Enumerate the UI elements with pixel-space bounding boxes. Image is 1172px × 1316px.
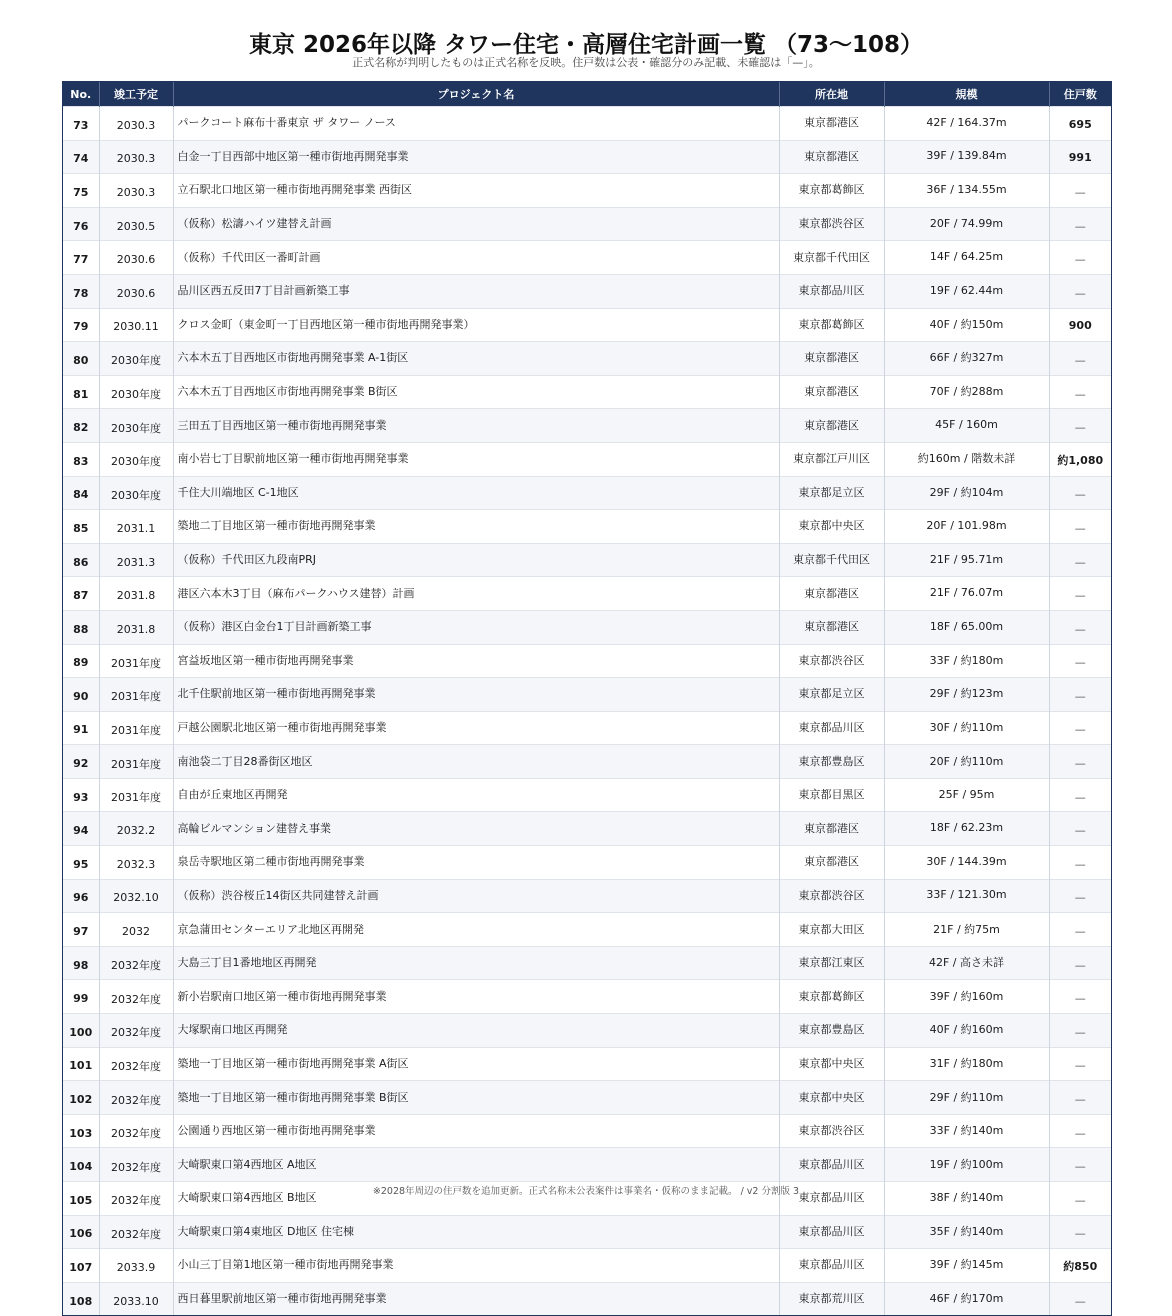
row-no: 97 (63, 913, 99, 947)
row-completion: 2032年度 (99, 1182, 173, 1216)
project-table (63, 82, 1111, 1315)
row-completion: 2030.5 (99, 207, 173, 241)
row-scale: 33F / 121.30m (884, 879, 1049, 913)
table-row (63, 1215, 1111, 1249)
row-location: 東京都品川区 (779, 1182, 884, 1216)
row-scale: 18F / 65.00m (884, 610, 1049, 644)
row-no: 80 (63, 342, 99, 376)
row-no: 100 (63, 1014, 99, 1048)
row-project-name: パークコート麻布十番東京 ザ タワー ノース (173, 107, 779, 141)
table-row (63, 745, 1111, 779)
row-no: 92 (63, 745, 99, 779)
row-project-name: 白金一丁目西部中地区第一種市街地再開発事業 (173, 140, 779, 174)
row-project-name: 六本木五丁目西地区市街地再開発事業 A-1街区 (173, 342, 779, 376)
row-completion: 2031年度 (99, 778, 173, 812)
row-completion: 2030.6 (99, 274, 173, 308)
row-units: — (1049, 1182, 1111, 1216)
row-location: 東京都葛飾区 (779, 174, 884, 208)
row-location: 東京都江戸川区 (779, 442, 884, 476)
row-project-name: クロス金町（東金町一丁目西地区第一種市街地再開発事業） (173, 308, 779, 342)
table-row (63, 1114, 1111, 1148)
table-header-row (63, 82, 1111, 107)
row-units: — (1049, 711, 1111, 745)
row-project-name: 大崎駅東口第4西地区 B地区 (173, 1182, 779, 1216)
row-scale: 30F / 144.39m (884, 846, 1049, 880)
row-location: 東京都千代田区 (779, 543, 884, 577)
row-no: 105 (63, 1182, 99, 1216)
row-units: — (1049, 846, 1111, 880)
row-units: — (1049, 1215, 1111, 1249)
row-completion: 2031.8 (99, 577, 173, 611)
header-scale: 規模 (884, 82, 1049, 107)
footer-note: ※2028年周辺の住戸数を追加更新。正式名称未公表案件は事業名・仮称のまま記載。 / v2 分割版 3 (372, 1186, 800, 1197)
row-units: — (1049, 207, 1111, 241)
row-completion: 2030年度 (99, 442, 173, 476)
row-completion: 2032年度 (99, 1215, 173, 1249)
row-completion: 2030.11 (99, 308, 173, 342)
row-project-name: 築地一丁目地区第一種市街地再開発事業 A街区 (173, 1047, 779, 1081)
row-units: — (1049, 577, 1111, 611)
row-scale: 31F / 約180m (884, 1047, 1049, 1081)
row-scale: 20F / 101.98m (884, 510, 1049, 544)
row-completion: 2032年度 (99, 1081, 173, 1115)
row-project-name: 大崎駅東口第4東地区 D地区 住宅棟 (173, 1215, 779, 1249)
row-no: 76 (63, 207, 99, 241)
page-title: 東京 2026年以降 タワー住宅・高層住宅計画一覧 （73〜108） (248, 32, 924, 58)
row-no: 89 (63, 644, 99, 678)
row-no: 106 (63, 1215, 99, 1249)
row-scale: 36F / 134.55m (884, 174, 1049, 208)
row-scale: 33F / 約180m (884, 644, 1049, 678)
row-no: 93 (63, 778, 99, 812)
table-row (63, 812, 1111, 846)
table-row (63, 577, 1111, 611)
row-location: 東京都中央区 (779, 1081, 884, 1115)
row-scale: 38F / 約140m (884, 1182, 1049, 1216)
row-project-name: 大島三丁目1番地地区再開発 (173, 946, 779, 980)
table-row (63, 1014, 1111, 1048)
row-completion: 2030年度 (99, 476, 173, 510)
table-row (63, 375, 1111, 409)
row-location: 東京都中央区 (779, 510, 884, 544)
row-units: — (1049, 610, 1111, 644)
table-row (63, 846, 1111, 880)
row-scale: 39F / 139.84m (884, 140, 1049, 174)
table-row (63, 711, 1111, 745)
row-location: 東京都品川区 (779, 711, 884, 745)
table-row (63, 980, 1111, 1014)
row-project-name: 南小岩七丁目駅前地区第一種市街地再開発事業 (173, 442, 779, 476)
row-scale: 70F / 約288m (884, 375, 1049, 409)
row-project-name: （仮称）千代田区一番町計画 (173, 241, 779, 275)
row-units: — (1049, 543, 1111, 577)
row-no: 74 (63, 140, 99, 174)
row-units: — (1049, 644, 1111, 678)
row-scale: 40F / 約160m (884, 1014, 1049, 1048)
row-scale: 20F / 74.99m (884, 207, 1049, 241)
row-units: — (1049, 1148, 1111, 1182)
row-location: 東京都港区 (779, 812, 884, 846)
row-completion: 2032年度 (99, 1114, 173, 1148)
table-row (63, 778, 1111, 812)
table-row (63, 476, 1111, 510)
row-completion: 2031.8 (99, 610, 173, 644)
row-project-name: （仮称）港区白金台1丁目計画新築工事 (173, 610, 779, 644)
row-scale: 46F / 約170m (884, 1282, 1049, 1315)
row-scale: 21F / 約75m (884, 913, 1049, 947)
row-no: 102 (63, 1081, 99, 1115)
row-no: 73 (63, 107, 99, 141)
row-no: 95 (63, 846, 99, 880)
table-row (63, 274, 1111, 308)
row-units: — (1049, 476, 1111, 510)
row-location: 東京都足立区 (779, 678, 884, 712)
row-units: — (1049, 1047, 1111, 1081)
row-location: 東京都渋谷区 (779, 1114, 884, 1148)
row-units: — (1049, 375, 1111, 409)
row-no: 87 (63, 577, 99, 611)
row-location: 東京都港区 (779, 577, 884, 611)
row-scale: 42F / 164.37m (884, 107, 1049, 141)
table-row (63, 644, 1111, 678)
row-scale: 35F / 約140m (884, 1215, 1049, 1249)
row-location: 東京都渋谷区 (779, 207, 884, 241)
header-project-name: プロジェクト名 (173, 82, 779, 107)
row-completion: 2032年度 (99, 1047, 173, 1081)
row-no: 101 (63, 1047, 99, 1081)
row-no: 86 (63, 543, 99, 577)
row-completion: 2033.10 (99, 1282, 173, 1315)
row-completion: 2030年度 (99, 375, 173, 409)
row-units: 約850 (1049, 1249, 1111, 1283)
row-completion: 2030.3 (99, 107, 173, 141)
row-project-name: 小山三丁目第1地区第一種市街地再開発事業 (173, 1249, 779, 1283)
row-project-name: 品川区西五反田7丁目計画新築工事 (173, 274, 779, 308)
row-completion: 2032年度 (99, 946, 173, 980)
row-location: 東京都千代田区 (779, 241, 884, 275)
table-row (63, 308, 1111, 342)
project-table-container (62, 81, 1112, 1316)
row-units: — (1049, 778, 1111, 812)
table-row (63, 678, 1111, 712)
row-project-name: 築地一丁目地区第一種市街地再開発事業 B街区 (173, 1081, 779, 1115)
row-scale: 19F / 62.44m (884, 274, 1049, 308)
row-scale: 39F / 約145m (884, 1249, 1049, 1283)
row-scale: 45F / 160m (884, 409, 1049, 443)
row-units: — (1049, 1114, 1111, 1148)
row-location: 東京都葛飾区 (779, 308, 884, 342)
row-location: 東京都品川区 (779, 274, 884, 308)
row-units: — (1049, 1282, 1111, 1315)
row-no: 77 (63, 241, 99, 275)
row-no: 75 (63, 174, 99, 208)
row-completion: 2031年度 (99, 711, 173, 745)
row-completion: 2031年度 (99, 644, 173, 678)
row-location: 東京都大田区 (779, 913, 884, 947)
row-no: 104 (63, 1148, 99, 1182)
header-units: 住戸数 (1049, 82, 1111, 107)
table-row (63, 946, 1111, 980)
table-row (63, 174, 1111, 208)
row-location: 東京都葛飾区 (779, 980, 884, 1014)
row-units: — (1049, 510, 1111, 544)
row-no: 108 (63, 1282, 99, 1315)
row-completion: 2030.6 (99, 241, 173, 275)
row-project-name: 港区六本木3丁目（麻布パークハウス建替）計画 (173, 577, 779, 611)
row-units: — (1049, 913, 1111, 947)
table-row (63, 409, 1111, 443)
row-no: 88 (63, 610, 99, 644)
row-units: — (1049, 342, 1111, 376)
row-project-name: 自由が丘東地区再開発 (173, 778, 779, 812)
table-row (63, 510, 1111, 544)
row-completion: 2032 (99, 913, 173, 947)
row-no: 103 (63, 1114, 99, 1148)
header-no: No. (63, 82, 99, 107)
row-no: 98 (63, 946, 99, 980)
row-project-name: 戸越公園駅北地区第一種市街地再開発事業 (173, 711, 779, 745)
row-units: — (1049, 745, 1111, 779)
row-location: 東京都渋谷区 (779, 879, 884, 913)
row-completion: 2030年度 (99, 342, 173, 376)
row-project-name: 西日暮里駅前地区第一種市街地再開発事業 (173, 1282, 779, 1315)
row-location: 東京都港区 (779, 140, 884, 174)
row-units: — (1049, 409, 1111, 443)
row-completion: 2032.2 (99, 812, 173, 846)
row-scale: 29F / 約110m (884, 1081, 1049, 1115)
row-no: 84 (63, 476, 99, 510)
row-location: 東京都港区 (779, 107, 884, 141)
row-units: — (1049, 241, 1111, 275)
table-row (63, 241, 1111, 275)
row-scale: 25F / 95m (884, 778, 1049, 812)
row-project-name: 新小岩駅南口地区第一種市街地再開発事業 (173, 980, 779, 1014)
table-row (63, 140, 1111, 174)
row-completion: 2033.9 (99, 1249, 173, 1283)
row-project-name: 公園通り西地区第一種市街地再開発事業 (173, 1114, 779, 1148)
row-project-name: 京急蒲田センターエリア北地区再開発 (173, 913, 779, 947)
row-project-name: 大塚駅南口地区再開発 (173, 1014, 779, 1048)
row-no: 79 (63, 308, 99, 342)
row-project-name: 高輪ビルマンション建替え事業 (173, 812, 779, 846)
row-project-name: 立石駅北口地区第一種市街地再開発事業 西街区 (173, 174, 779, 208)
row-scale: 30F / 約110m (884, 711, 1049, 745)
row-no: 81 (63, 375, 99, 409)
table-row (63, 1249, 1111, 1283)
row-no: 82 (63, 409, 99, 443)
row-scale: 14F / 64.25m (884, 241, 1049, 275)
header-location: 所在地 (779, 82, 884, 107)
row-scale: 29F / 約104m (884, 476, 1049, 510)
row-no: 90 (63, 678, 99, 712)
row-project-name: 六本木五丁目西地区市街地再開発事業 B街区 (173, 375, 779, 409)
row-units: — (1049, 174, 1111, 208)
row-location: 東京都目黒区 (779, 778, 884, 812)
row-units: — (1049, 1081, 1111, 1115)
row-units: — (1049, 980, 1111, 1014)
row-project-name: 宮益坂地区第一種市街地再開発事業 (173, 644, 779, 678)
row-scale: 33F / 約140m (884, 1114, 1049, 1148)
row-project-name: （仮称）松濤ハイツ建替え計画 (173, 207, 779, 241)
row-no: 85 (63, 510, 99, 544)
row-scale: 18F / 62.23m (884, 812, 1049, 846)
table-row (63, 442, 1111, 476)
row-project-name: （仮称）千代田区九段南PRJ (173, 543, 779, 577)
row-completion: 2030年度 (99, 409, 173, 443)
row-location: 東京都渋谷区 (779, 644, 884, 678)
row-completion: 2030.3 (99, 174, 173, 208)
row-units: — (1049, 812, 1111, 846)
row-completion: 2031.1 (99, 510, 173, 544)
row-no: 78 (63, 274, 99, 308)
row-completion: 2031年度 (99, 745, 173, 779)
row-location: 東京都豊島区 (779, 1014, 884, 1048)
row-scale: 20F / 約110m (884, 745, 1049, 779)
row-location: 東京都港区 (779, 610, 884, 644)
row-project-name: 千住大川端地区 C-1地区 (173, 476, 779, 510)
table-row (63, 879, 1111, 913)
page-subtitle: 正式名称が判明したものは正式名称を反映。住戸数は公表・確認分のみ記載、未確認は「—」。 (352, 56, 820, 69)
row-no: 94 (63, 812, 99, 846)
row-project-name: 泉岳寺駅地区第二種市街地再開発事業 (173, 846, 779, 880)
row-completion: 2030.3 (99, 140, 173, 174)
row-location: 東京都港区 (779, 846, 884, 880)
row-units: — (1049, 879, 1111, 913)
row-scale: 約160m / 階数未詳 (884, 442, 1049, 476)
row-scale: 21F / 95.71m (884, 543, 1049, 577)
row-units: — (1049, 1014, 1111, 1048)
row-no: 99 (63, 980, 99, 1014)
row-units: 695 (1049, 107, 1111, 141)
table-row (63, 1148, 1111, 1182)
row-location: 東京都港区 (779, 375, 884, 409)
row-location: 東京都港区 (779, 342, 884, 376)
row-completion: 2032.3 (99, 846, 173, 880)
row-completion: 2031.3 (99, 543, 173, 577)
table-row (63, 543, 1111, 577)
table-row (63, 1282, 1111, 1315)
row-location: 東京都豊島区 (779, 745, 884, 779)
table-row (63, 1081, 1111, 1115)
row-project-name: 南池袋二丁目28番街区地区 (173, 745, 779, 779)
row-project-name: 築地二丁目地区第一種市街地再開発事業 (173, 510, 779, 544)
table-row (63, 107, 1111, 141)
row-completion: 2032年度 (99, 1148, 173, 1182)
row-location: 東京都品川区 (779, 1249, 884, 1283)
row-completion: 2032年度 (99, 980, 173, 1014)
row-location: 東京都品川区 (779, 1215, 884, 1249)
row-units: — (1049, 678, 1111, 712)
row-location: 東京都荒川区 (779, 1282, 884, 1315)
row-project-name: （仮称）渋谷桜丘14街区共同建替え計画 (173, 879, 779, 913)
table-row (63, 1047, 1111, 1081)
row-location: 東京都足立区 (779, 476, 884, 510)
row-no: 83 (63, 442, 99, 476)
table-row (63, 610, 1111, 644)
table-row (63, 913, 1111, 947)
row-units: 991 (1049, 140, 1111, 174)
row-units: — (1049, 946, 1111, 980)
row-no: 96 (63, 879, 99, 913)
row-project-name: 大崎駅東口第4西地区 A地区 (173, 1148, 779, 1182)
row-scale: 29F / 約123m (884, 678, 1049, 712)
row-completion: 2032.10 (99, 879, 173, 913)
row-scale: 21F / 76.07m (884, 577, 1049, 611)
row-scale: 19F / 約100m (884, 1148, 1049, 1182)
row-location: 東京都中央区 (779, 1047, 884, 1081)
row-scale: 42F / 高さ未詳 (884, 946, 1049, 980)
row-project-name: 北千住駅前地区第一種市街地再開発事業 (173, 678, 779, 712)
row-units: 約1,080 (1049, 442, 1111, 476)
row-location: 東京都港区 (779, 409, 884, 443)
row-completion: 2032年度 (99, 1014, 173, 1048)
row-scale: 40F / 約150m (884, 308, 1049, 342)
row-location: 東京都江東区 (779, 946, 884, 980)
row-scale: 39F / 約160m (884, 980, 1049, 1014)
header-completion: 竣工予定 (99, 82, 173, 107)
table-row (63, 342, 1111, 376)
table-row (63, 207, 1111, 241)
row-units: — (1049, 274, 1111, 308)
row-units: 900 (1049, 308, 1111, 342)
row-project-name: 三田五丁目西地区第一種市街地再開発事業 (173, 409, 779, 443)
row-no: 107 (63, 1249, 99, 1283)
row-no: 91 (63, 711, 99, 745)
row-scale: 66F / 約327m (884, 342, 1049, 376)
table-body (63, 107, 1111, 1316)
row-location: 東京都品川区 (779, 1148, 884, 1182)
row-completion: 2031年度 (99, 678, 173, 712)
